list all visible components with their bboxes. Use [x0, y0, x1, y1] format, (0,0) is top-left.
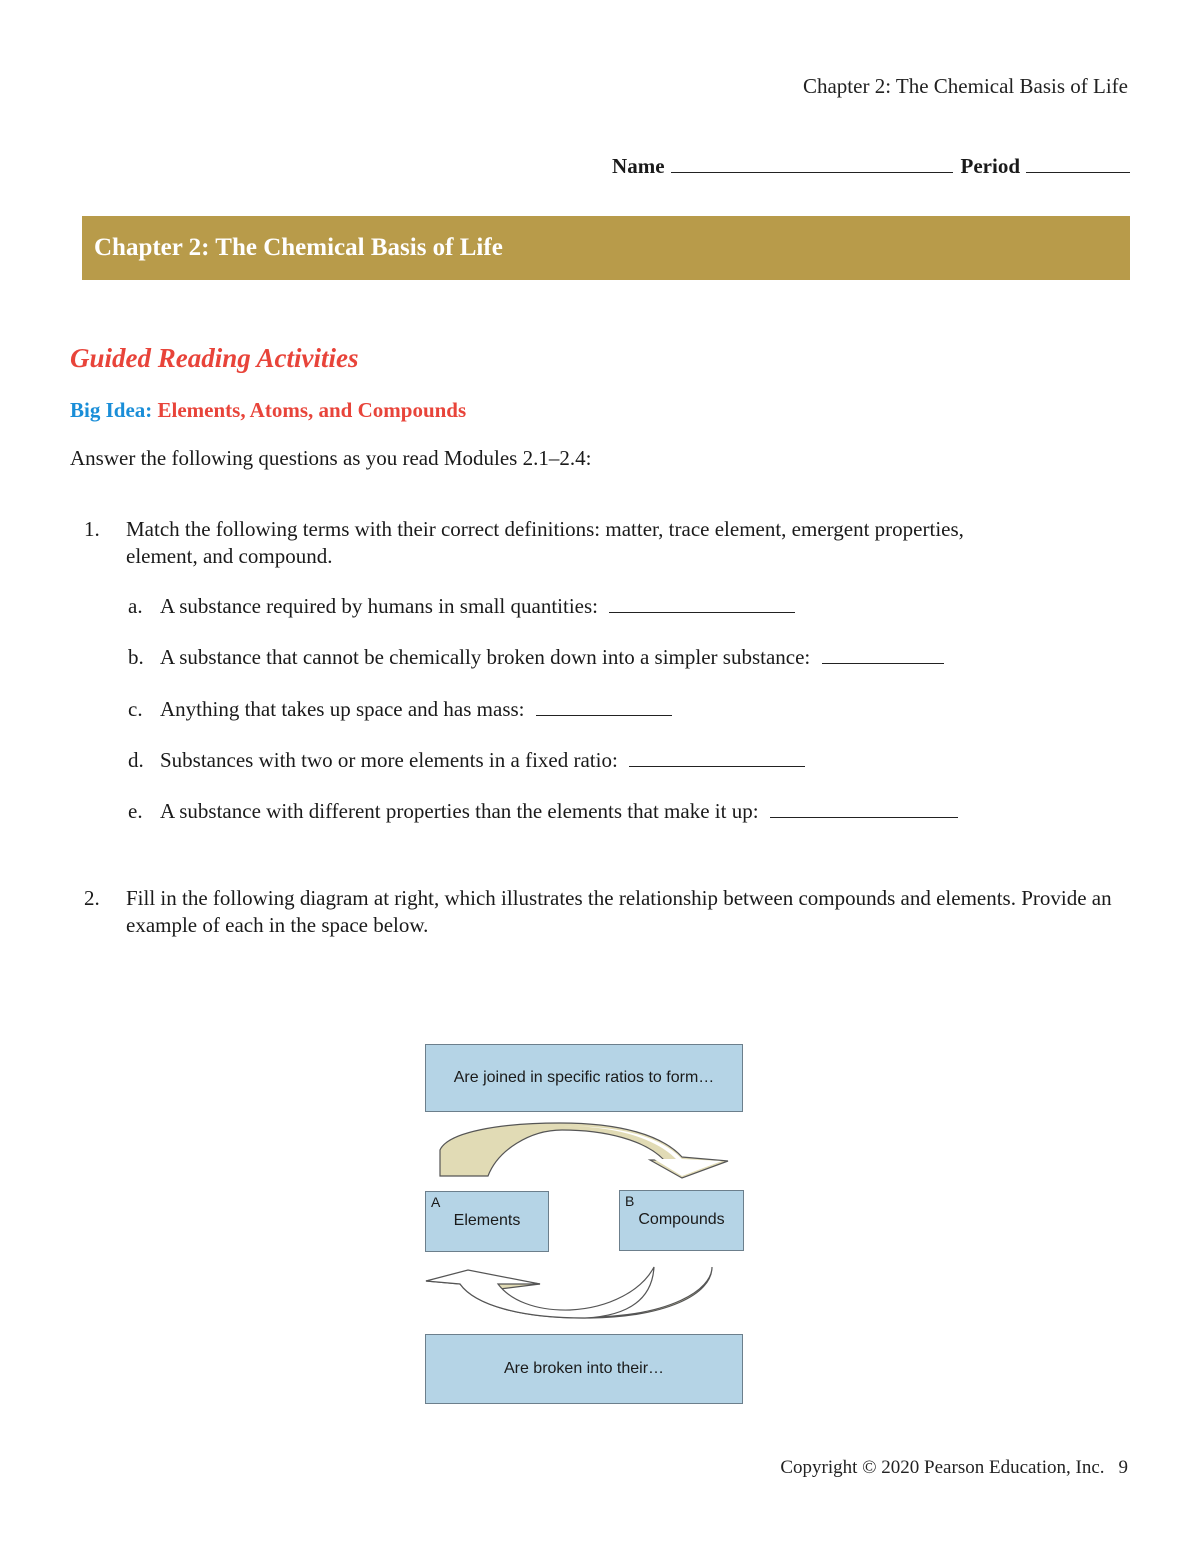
big-idea-prefix: Big Idea: — [70, 398, 153, 422]
question-text: Match the following terms with their correct definitions: matter, trace element, emergent properties, element, and compound. — [126, 517, 964, 568]
item-letter: c. — [128, 697, 143, 721]
question-item-d — [128, 748, 805, 773]
item-text: A substance with different properties than the elements that make it up: — [160, 799, 759, 823]
item-letter: d. — [128, 748, 144, 772]
box-a-label: Elements — [453, 1212, 521, 1229]
chapter-banner — [82, 216, 1130, 280]
question-item-c — [128, 697, 672, 722]
item-letter: a. — [128, 594, 143, 618]
name-label: Name — [612, 154, 665, 178]
copyright-text: Copyright © 2020 Pearson Education, Inc. — [780, 1457, 1105, 1478]
question-item-e — [128, 799, 958, 824]
instructions: Answer the following questions as you read Modules 2.1–2.4: — [70, 446, 592, 470]
name-blank[interactable] — [671, 154, 953, 173]
big-idea — [70, 398, 466, 423]
item-letter: b. — [128, 645, 144, 669]
answer-blank-b[interactable] — [822, 647, 944, 664]
answer-blank-e[interactable] — [770, 801, 958, 818]
answer-blank-c[interactable] — [536, 699, 672, 716]
box-b-label: Compounds — [638, 1211, 725, 1228]
question-number: 2. — [84, 886, 100, 910]
section-title: Guided Reading Activities — [70, 343, 359, 373]
question-item-a — [128, 594, 795, 619]
chapter-title: Chapter 2: The Chemical Basis of Life — [94, 234, 503, 261]
broken-into-box: Are broken into their… — [425, 1334, 743, 1404]
page-footer — [780, 1457, 1128, 1479]
question-item-b — [128, 645, 944, 670]
joined-ratios-box: Are joined in specific ratios to form… — [425, 1044, 743, 1112]
box-b-letter: B — [625, 1193, 635, 1209]
answer-blank-a[interactable] — [609, 596, 795, 613]
page-number: 9 — [1118, 1457, 1128, 1478]
question-text: Fill in the following diagram at right, which illustrates the relationship between compounds and elements. Provide an example of each in the space below. — [126, 886, 1112, 937]
period-blank[interactable] — [1026, 154, 1130, 173]
item-text: Anything that takes up space and has mass: — [160, 697, 525, 721]
period-label: Period — [960, 154, 1020, 178]
name-period-line — [612, 154, 1130, 179]
box-a-elements[interactable] — [425, 1191, 549, 1252]
answer-blank-d[interactable] — [629, 750, 805, 767]
big-idea-topic: Elements, Atoms, and Compounds — [157, 398, 467, 422]
item-text: A substance required by humans in small quantities: — [160, 594, 599, 618]
question-number: 1. — [84, 517, 100, 541]
box-a-letter: A — [431, 1194, 441, 1210]
item-letter: e. — [128, 799, 143, 823]
elements-compounds-diagram — [420, 1040, 750, 1410]
item-text: A substance that cannot be chemically broken down into a simpler substance: — [160, 645, 811, 669]
box-b-compounds[interactable] — [619, 1190, 744, 1251]
running-header: Chapter 2: The Chemical Basis of Life — [802, 74, 1128, 98]
item-text: Substances with two or more elements in a fixed ratio: — [160, 748, 618, 772]
